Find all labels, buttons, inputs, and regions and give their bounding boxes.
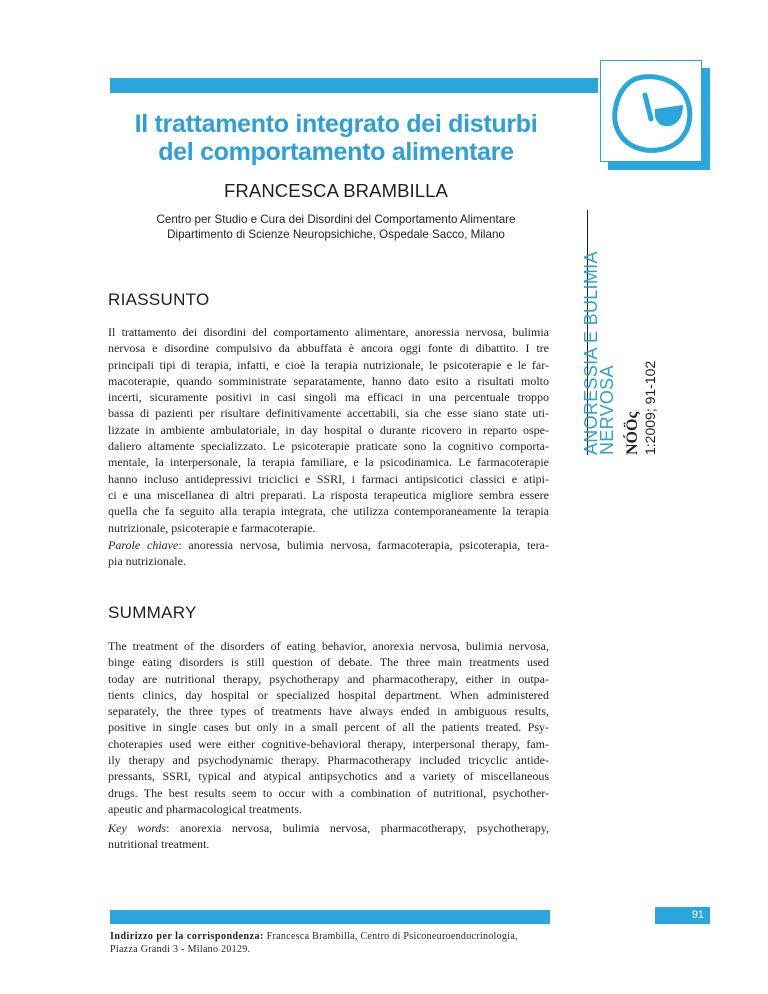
affiliation xyxy=(108,212,564,242)
journal-name-line-1: ANORESSIA E BULIMIA xyxy=(581,251,601,455)
riassunto-line: daliero altamente specializzato. Le psicoterapie praticate sono la cognitivo comporta- xyxy=(108,439,549,454)
riassunto-line: bassa di pazienti per risultare definitivamente accettabili, sia che esse siano state uti- xyxy=(108,406,549,421)
page-number: 91 xyxy=(655,907,710,924)
title-line-2: del comportamento alimentare xyxy=(158,138,514,166)
summary-line: separately, the three types of treatments have always ended in ambiguous results, xyxy=(108,704,549,719)
summary-line: choterapies used were either cognitive-behavioral therapy, interpersonal therapy, fam- xyxy=(108,736,549,751)
summary-line: tients clinics, day hospital or specialized hospital department. When administered xyxy=(108,687,549,702)
parole-chiave-label: Parole chiave xyxy=(108,538,179,552)
riassunto-line: lizzate in ambiente ambulatoriale, in day hospital o durante ricovero in reparto ospe- xyxy=(108,422,549,437)
title-line-1: Il trattamento integrato dei disturbi xyxy=(134,110,538,138)
riassunto-line: mentale, la interpersonale, la terapia familiare, e la psicodinamica. Le farmacoterapie xyxy=(108,455,549,470)
correspondence xyxy=(110,930,560,956)
journal-noos: NÓÖς xyxy=(624,411,641,455)
correspondence-text: Francesca Brambilla, Centro di Psiconeuroendocrinologia, xyxy=(263,931,518,942)
affiliation-line-1: Centro per Studio e Cura dei Disordini del Comportamento Alimentare xyxy=(156,213,516,226)
key-words-line-1: Key words: anorexia nervosa, bulimia nervosa, pharmacotherapy, psychotherapy, xyxy=(108,821,550,835)
riassunto-line: ci e una miscellanea di altri preparati. La risposta terapeutica migliore sembra essere xyxy=(108,487,549,502)
footer-color-bar xyxy=(110,910,550,924)
article-title xyxy=(108,110,564,166)
riassunto-line: incerti, sicuramente positivi in casi singoli ma efficaci in una percentuale troppo xyxy=(108,390,549,405)
riassunto-line: macoterapie, quando somministrate separatamente, hanno dato esito a risultati molto xyxy=(108,373,549,388)
summary-line: today are nutritional therapy, psychotherapy and pharmacotherapy, either in outpa- xyxy=(108,671,549,686)
journal-logo xyxy=(600,60,710,170)
correspondence-label: Indirizzo per la corrispondenza: xyxy=(110,931,264,942)
key-words-line-2: nutritional treatment. xyxy=(108,837,210,852)
riassunto-heading: RIASSUNTO xyxy=(108,290,210,309)
summary-heading: SUMMARY xyxy=(108,603,197,622)
riassunto-line: principali tipi di terapia, infatti, e cioè la terapia nutrizionale, le psicoterapie e le far- xyxy=(108,357,549,372)
riassunto-line: quella che fa seguito alla terapia integrata, che utilizza contemporaneamente la terapia xyxy=(108,504,549,519)
journal-issue: 1:2009; 91-102 xyxy=(642,360,658,455)
parole-chiave xyxy=(108,537,549,570)
summary-line: apeutic and pharmacological treatments. xyxy=(108,801,302,816)
riassunto-body xyxy=(108,324,549,536)
correspondence-address: Piazza Grandi 3 - Milano 20129. xyxy=(110,944,251,955)
riassunto-line: hanno incluso antidepressivi triciclici e SSRI, i farmaci antipsicotici classici e atipi- xyxy=(108,471,549,486)
riassunto-line: Il trattamento dei disordini del comportamento alimentare, anoressia nervosa, bulimia xyxy=(108,325,549,339)
summary-line: ily therapy and psychodynamic therapy. Pharmacotherapy included tricyclic antide- xyxy=(108,753,549,768)
riassunto-line: nervosa e disordine compulsivo da abbuffata è ancora oggi fonte di dibattito. I tre xyxy=(108,341,549,356)
journal-sidebar xyxy=(583,251,659,455)
author-name: FRANCESCA BRAMBILLA xyxy=(224,180,448,201)
header-color-bar xyxy=(110,78,598,93)
summary-line: pressants, SSRI, typical and atypical antipsychotics and a variety of miscellaneous xyxy=(108,769,549,784)
logo-mark-icon xyxy=(605,65,697,157)
journal-name-line-2: NERVOSA xyxy=(597,365,617,455)
summary-body xyxy=(108,638,549,817)
summary-line: binge eating disorders is still question of debate. The three main treatments used xyxy=(108,655,549,670)
parole-chiave-line-1: Parole chiave: anoressia nervosa, bulimia nervosa, farmacoterapia, psicoterapia, tera- xyxy=(108,538,549,552)
riassunto-line: nutrizionale, psicoterapie e farmacoterapie. xyxy=(108,520,316,535)
summary-line: positive in single cases but only in a small percent of all the patients treated. Psy- xyxy=(108,720,549,735)
key-words xyxy=(108,820,549,853)
summary-line: The treatment of the disorders of eating behavior, anorexia nervosa, bulimia nervosa, xyxy=(108,639,549,653)
parole-chiave-line-2: pia nutrizionale. xyxy=(108,554,186,569)
key-words-label: Key words xyxy=(108,821,167,835)
summary-line: drugs. The best results seem to occur with a combination of nutritional, psychother- xyxy=(108,785,549,800)
affiliation-line-2: Dipartimento di Scienze Neuropsichiche, Ospedale Sacco, Milano xyxy=(167,228,505,241)
